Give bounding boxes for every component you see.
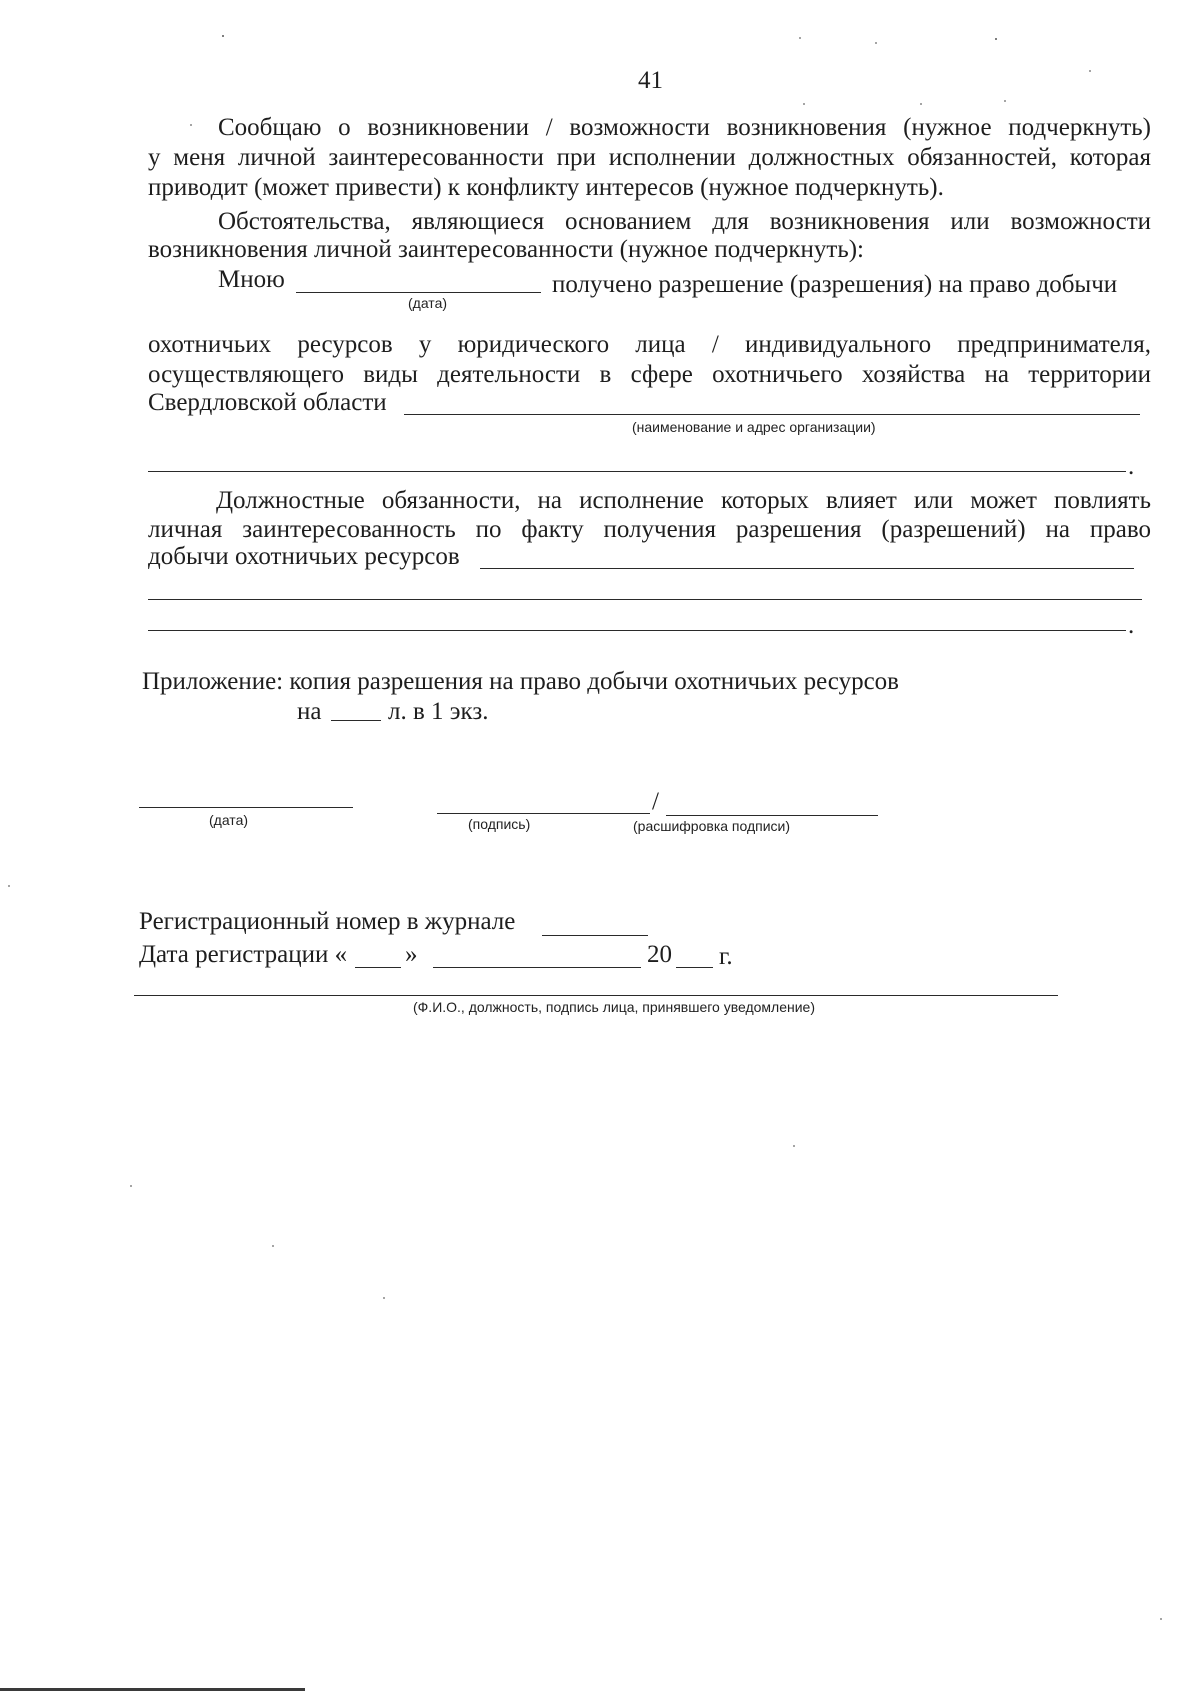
signature-caption: (подпись): [468, 816, 531, 832]
attachment-prefix: на: [297, 698, 322, 725]
duties-line1: Должностные обязанности, на исполнение которых влияет или может повлиять: [216, 487, 1151, 514]
para2-line2: возникновения личной заинтересованности (нужное подчеркнуть):: [148, 236, 865, 263]
registration-number-label: Регистрационный номер в журнале: [139, 908, 516, 935]
permit-date-caption: (дата): [408, 295, 448, 311]
scan-speck: [803, 103, 805, 105]
duties-field[interactable]: [480, 568, 1134, 569]
duties-line2: личная заинтересованность по факту получения разрешения (разрешений) на право: [148, 516, 1151, 543]
permit-prefix: Мною: [218, 266, 285, 293]
para2-line1: Обстоятельства, являющиеся основанием для возникновения или возможности: [218, 208, 1151, 235]
permit-date-field[interactable]: [296, 292, 541, 293]
duties-end-dot: .: [1128, 612, 1135, 639]
scan-speck: [130, 1185, 132, 1187]
receiver-field[interactable]: [134, 995, 1058, 996]
signature-field[interactable]: [437, 813, 650, 814]
registration-quote-close: »: [405, 941, 418, 968]
attachment-suffix: л. в 1 экз.: [388, 698, 489, 725]
signature-date-field[interactable]: [139, 807, 353, 808]
signature-slash: /: [652, 788, 659, 815]
scan-speck: [1089, 70, 1091, 72]
para1-line3: приводит (может привести) к конфликту интересов (нужное подчеркнуть).: [148, 174, 944, 201]
para1-line1: Сообщаю о возникновении / возможности возникновения (нужное подчеркнуть): [218, 114, 1151, 141]
permit-line3: осуществляющего виды деятельности в сфере охотничьего хозяйства на территории: [148, 361, 1151, 388]
scan-speck: [1160, 1618, 1162, 1620]
permit-line4-prefix: Свердловской области: [148, 389, 387, 416]
signature-date-caption: (дата): [209, 812, 249, 828]
para1-line2: у меня личной заинтересованности при исполнении должностных обязанностей, которая: [148, 144, 1151, 171]
scan-speck: [8, 885, 10, 887]
registration-date-label: Дата регистрации «: [139, 941, 348, 968]
permit-suffix: получено разрешение (разрешения) на право добычи: [552, 271, 1118, 298]
permit-line2: охотничьих ресурсов у юридического лица / индивидуального предпринимателя,: [148, 331, 1151, 358]
page-number: 41: [638, 67, 663, 94]
scan-speck: [793, 1145, 795, 1147]
organization-end-dot: .: [1128, 453, 1135, 480]
registration-year-suffix: г.: [719, 943, 733, 970]
organization-field-continued[interactable]: [148, 471, 1126, 472]
scan-speck: [875, 42, 877, 44]
scan-speck: [995, 38, 997, 40]
signature-decode-field[interactable]: [666, 815, 878, 816]
scan-speck: [920, 103, 922, 105]
duties-line3-prefix: добычи охотничьих ресурсов: [148, 543, 460, 570]
scan-edge-line: [0, 1688, 305, 1691]
duties-field-line2[interactable]: [148, 599, 1142, 600]
attachment-sheets-field[interactable]: [331, 720, 381, 721]
registration-number-field[interactable]: [542, 935, 648, 936]
scan-speck: [799, 37, 801, 39]
organization-caption: (наименование и адрес организации): [632, 419, 876, 435]
scan-speck: [190, 124, 192, 126]
registration-month-field[interactable]: [433, 967, 641, 968]
signature-decode-caption: (расшифровка подписи): [633, 818, 791, 834]
scan-speck: [1004, 100, 1006, 102]
duties-field-line3[interactable]: [148, 630, 1126, 631]
registration-year-field[interactable]: [676, 967, 713, 968]
registration-year-prefix: 20: [647, 941, 672, 968]
registration-day-field[interactable]: [355, 967, 401, 968]
receiver-caption: (Ф.И.О., должность, подпись лица, принявшего уведомление): [413, 999, 816, 1015]
scan-speck: [222, 35, 224, 37]
organization-field[interactable]: [404, 414, 1140, 415]
scan-speck: [383, 1297, 385, 1299]
attachment-line1: Приложение: копия разрешения на право добычи охотничьих ресурсов: [142, 668, 899, 695]
scan-speck: [272, 1245, 274, 1247]
